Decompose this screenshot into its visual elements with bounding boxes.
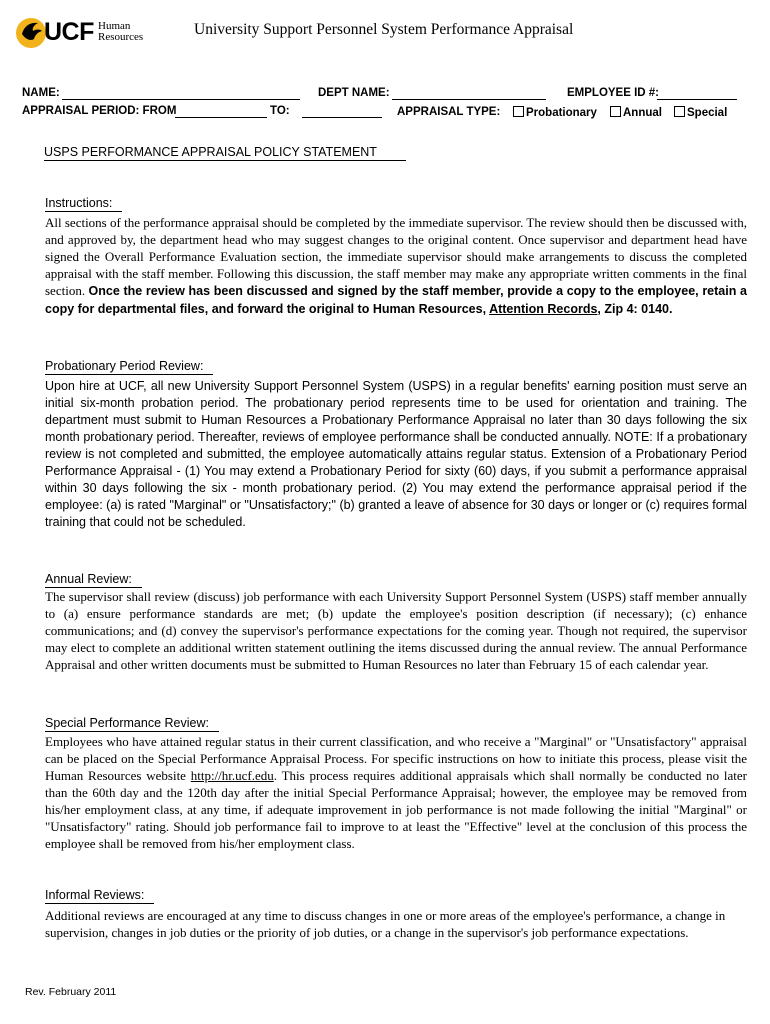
informal-heading-text: Informal Reviews: — [45, 888, 154, 904]
instructions-bold-text — [45, 284, 747, 316]
employee-id-field[interactable] — [657, 99, 737, 100]
hr-website-link[interactable]: http://hr.ucf.edu — [190, 768, 274, 783]
dept-name-label: DEPT NAME: — [318, 87, 390, 99]
revision-date: Rev. February 2011 — [25, 986, 117, 998]
special-text-2: . This process requires additional appraisals which shall normally be conducted no later than the 60th day and the 120th day after the initial Special Performance Appraisal; however, the employee may be removed from his/her employment class, at any time, if adequate improvement in job performance is not made following the initial "Marginal" or "Unsatisfactory" rating. Should job performance fail to improve to at least the "Effective" level at the conclusion of this process the employee shall be removed from his/her employment class. — [45, 768, 747, 851]
checkbox-icon[interactable] — [610, 106, 621, 117]
informal-paragraph: Additional reviews are encouraged at any time to discuss changes in one or more areas of the employee's performance, a change in supervision, changes in job duties or the priority of job duties, or a change in the supervisor's job performance expectations. — [45, 908, 726, 940]
instructions-heading-text: Instructions: — [45, 196, 122, 212]
instructions-bold-part-2: , Zip 4: 0140. — [597, 302, 673, 316]
type-annual-label: Annual — [623, 107, 662, 119]
special-heading-text: Special Performance Review: — [45, 716, 219, 732]
name-field[interactable] — [62, 99, 300, 100]
special-heading — [45, 716, 219, 730]
annual-paragraph: The supervisor shall review (discuss) job performance with each University Support Personnel System (USPS) staff member annually to (a) ensure performance standards are met; (b) update the employee's position description (if necessary); (c) enhance communications; and (d) convey the supervisor's performance expectations for the coming year. Though not required, the supervisor may elect to complete an additional written statement outlining the items discussed during the annual review. The annual Performance Appraisal and other written documents must be submitted to Human Resources no later than February 15 of each calendar year. — [45, 589, 747, 672]
logo-dept-line1: Human — [98, 20, 131, 32]
appraisal-period-to-label: TO: — [270, 105, 290, 117]
appraisal-period-from-label: APPRAISAL PERIOD: FROM — [22, 105, 177, 117]
probationary-heading — [45, 359, 213, 373]
type-special-label: Special — [687, 107, 728, 119]
appraisal-type-label: APPRAISAL TYPE: — [397, 106, 501, 118]
dept-name-field[interactable] — [392, 99, 546, 100]
annual-heading-text: Annual Review: — [45, 572, 142, 588]
pegasus-logo-icon — [14, 14, 48, 50]
checkbox-icon[interactable] — [674, 106, 685, 117]
period-from-field[interactable] — [175, 117, 267, 118]
logo-text: UCF — [44, 18, 94, 46]
document-title: University Support Personnel System Performance Appraisal — [194, 21, 574, 38]
special-text-1: Employees who have attained regular status in their current classification, and who receive a "Marginal" or "Unsatisfactory" appraisal can be placed on the Special Performance Appraisal Process. For specific instructions on how to initiate this process, please visit the Human Resources website — [45, 734, 747, 783]
type-special-option[interactable] — [674, 106, 727, 119]
logo-dept-line2: Resources — [98, 31, 144, 43]
period-to-field[interactable] — [302, 117, 382, 118]
instructions-heading — [45, 196, 122, 210]
probationary-heading-text: Probationary Period Review: — [45, 359, 213, 375]
probationary-paragraph: Upon hire at UCF, all new University Support Personnel System (USPS) in a regular benefits' earning position must serve an initial six-month probation period. The probationary period represents time to be used for orientation and training. The department must submit to Human Resources a Probationary Performance Appraisal no later than 30 days following the six month probationary period. Thereafter, reviews of employee performance shall be conducted annually. NOTE: If a probationary review is not completed and submitted, the employee automatically attains regular status. Extension of a Probationary Period Performance Appraisal - (1) You may extend a Probationary Period for sixty (60) days, if you submit a performance appraisal within 30 days following the six - month probationary period. (2) You may extend the performance appraisal period if the employee: (a) is rated "Marginal" or "Unsatisfactory;" (b) granted a leave of absence for 30 days or longer or (c) requires formal training that could not be scheduled. — [45, 379, 747, 529]
informal-heading — [45, 888, 154, 902]
attention-records-text: Attention Records — [489, 302, 598, 316]
policy-title: USPS PERFORMANCE APPRAISAL POLICY STATEMENT — [44, 145, 406, 161]
special-paragraph — [45, 733, 747, 852]
logo-dept — [98, 21, 143, 43]
type-annual-option[interactable] — [610, 106, 662, 119]
annual-heading — [45, 572, 142, 586]
checkbox-icon[interactable] — [513, 106, 524, 117]
instructions-text: All sections of the performance appraisal should be completed by the immediate supervisor. The review should then be discussed with, and approved by, the department head who may suggest changes to the original content. Once supervisor and department head have signed the Overall Performance Evaluation section, the immediate supervisor should make arrangements to discuss the completed appraisal with the staff member. Following this discussion, the staff member may make any appropriate written comments in the final section. — [45, 215, 747, 298]
name-label: NAME: — [22, 87, 60, 99]
instructions-bold-part-1: Once the review has been discussed and signed by the staff member, provide a copy to the employee, retain a copy for departmental files, and forward the original to Human Resources, — [45, 284, 747, 316]
ucf-hr-logo — [14, 12, 164, 52]
type-probationary-option[interactable] — [513, 106, 597, 119]
type-probationary-label: Probationary — [526, 107, 597, 119]
employee-id-label: EMPLOYEE ID #: — [567, 87, 660, 99]
instructions-paragraph — [45, 214, 747, 318]
